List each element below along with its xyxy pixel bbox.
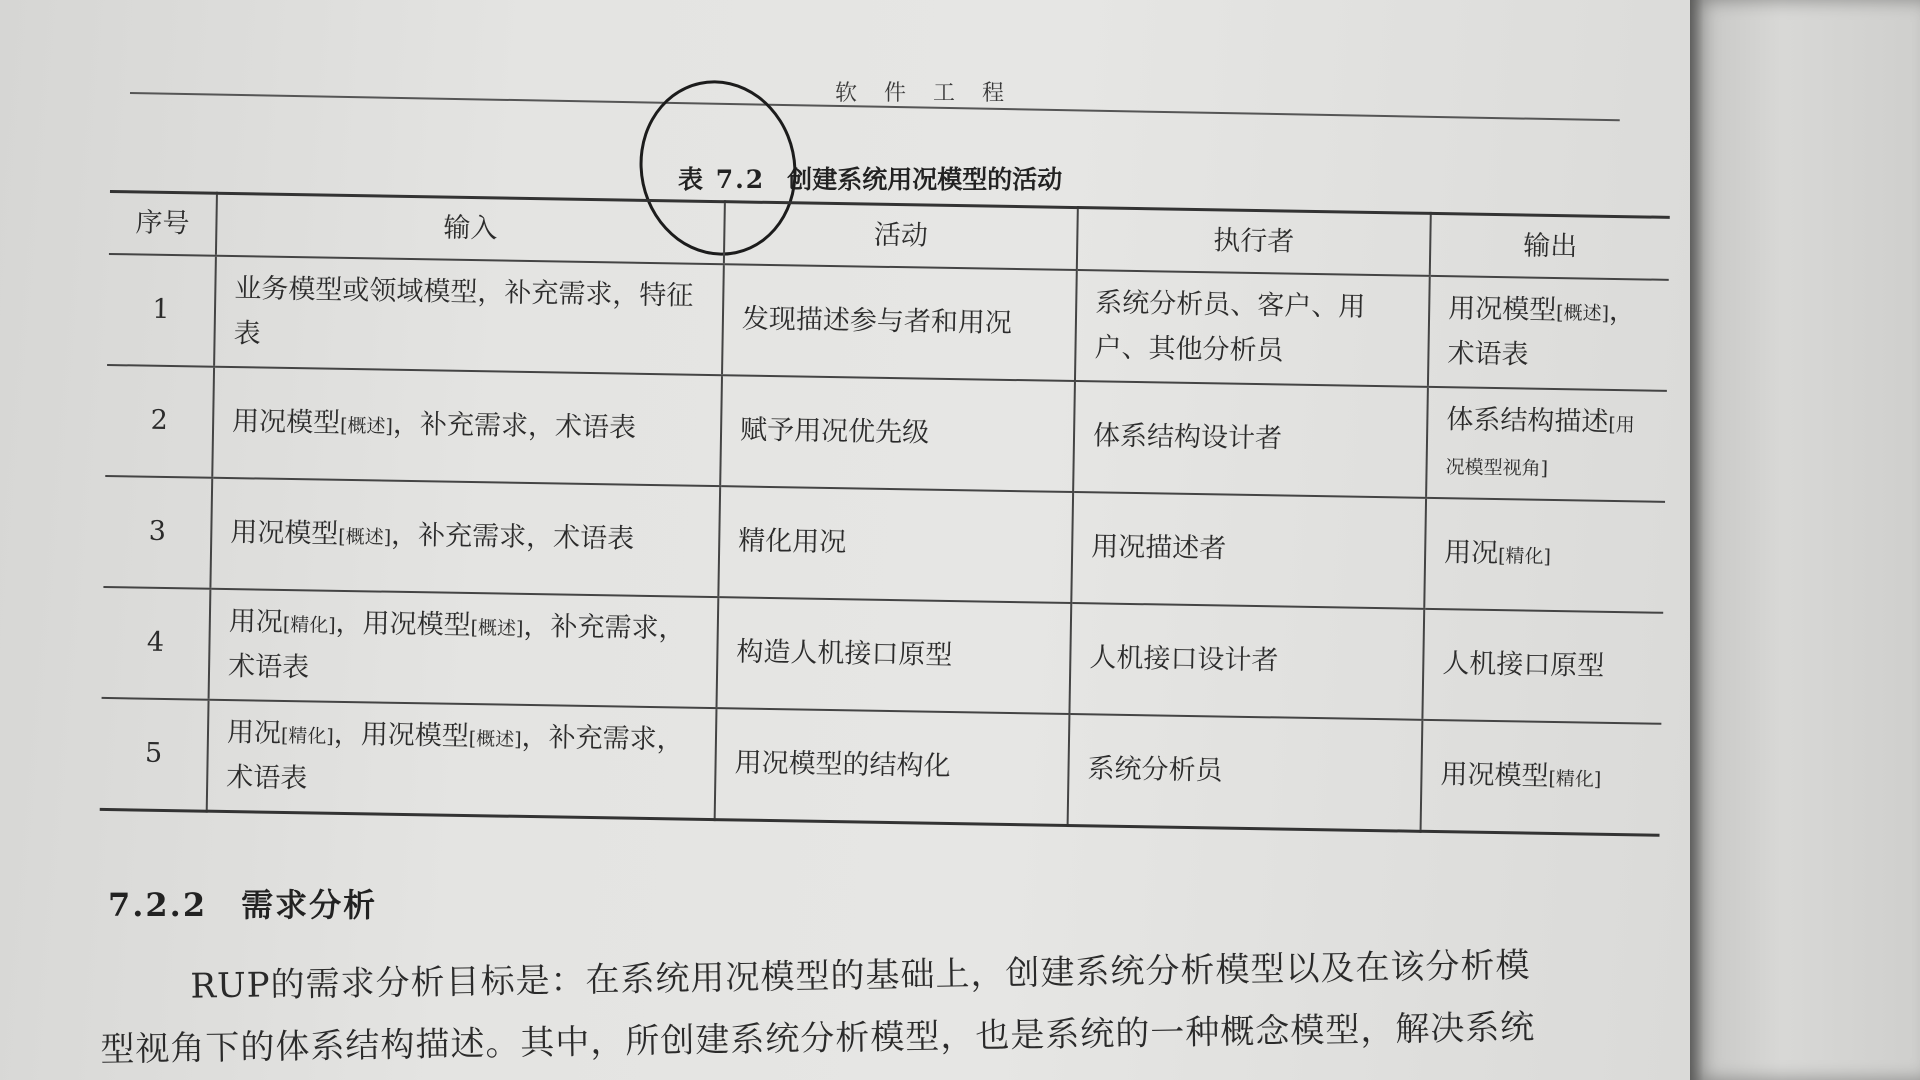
annotation-tag: [精化] bbox=[280, 724, 334, 748]
row-number-cell: 3 bbox=[103, 476, 212, 589]
output-cell bbox=[1424, 498, 1665, 613]
cell-text: 用况模型 bbox=[231, 406, 341, 440]
table-caption-text: 创建系统用况模型的活动 bbox=[787, 165, 1063, 194]
actor-cell: 系统分析员 bbox=[1068, 714, 1423, 831]
annotation-tag: [用况模型视角] bbox=[1445, 413, 1635, 480]
actor-cell: 人机接口设计者 bbox=[1069, 603, 1424, 720]
paragraph-line-2: 型视角下的体系结构描述。其中，所创建系统分析模型，也是系统的一种概念模型，解决系统 bbox=[100, 1007, 1536, 1070]
table-container bbox=[100, 190, 1690, 836]
activities-table bbox=[100, 190, 1670, 837]
header-cell-input: 输入 bbox=[216, 193, 725, 264]
cell-text: 用况 bbox=[228, 605, 284, 638]
table-label: 表 7.2 bbox=[678, 165, 766, 194]
cell-text: ，用况模型 bbox=[333, 718, 470, 752]
row-number-cell: 2 bbox=[105, 365, 214, 478]
output-cell bbox=[1426, 387, 1667, 502]
header-cell-no: 序号 bbox=[109, 191, 217, 255]
row-number-cell: 5 bbox=[100, 698, 209, 811]
output-cell bbox=[1421, 720, 1662, 835]
input-cell bbox=[207, 700, 717, 820]
actor-cell: 体系结构设计者 bbox=[1073, 381, 1428, 498]
cell-text: 业务模型或领域模型，补充需求，特征表 bbox=[233, 273, 694, 350]
cell-text: 用况模型 bbox=[230, 517, 339, 551]
cell-text: ，用况模型 bbox=[335, 607, 471, 641]
annotation-tag: [概述] bbox=[338, 526, 392, 549]
cell-text: ，补充需求，术语表 bbox=[390, 519, 635, 555]
cell-text: 用况模型 bbox=[1447, 293, 1557, 326]
annotation-tag: [精化] bbox=[1548, 768, 1602, 792]
adjacent-page-edge bbox=[1690, 0, 1920, 1080]
activity-cell: 赋予用况优先级 bbox=[720, 375, 1075, 492]
row-number-cell: 1 bbox=[107, 254, 216, 367]
activity-cell: 构造人机接口原型 bbox=[716, 597, 1071, 714]
actor-cell: 系统分析员、客户、用户、其他分析员 bbox=[1075, 270, 1430, 387]
annotation-tag: [概述] bbox=[339, 415, 394, 438]
input-cell bbox=[214, 256, 724, 375]
header-cell-activity: 活动 bbox=[724, 202, 1078, 270]
activity-cell: 发现描述参与者和用况 bbox=[722, 264, 1077, 381]
header-cell-output: 输出 bbox=[1430, 213, 1670, 279]
paragraph-line-1: RUP的需求分析目标是：在系统用况模型的基础上，创建系统分析模型以及在该分析模 bbox=[190, 945, 1531, 1007]
cell-text: ，补充需求，术语表 bbox=[392, 408, 637, 444]
annotation-tag: [精化] bbox=[1497, 545, 1552, 569]
section-number: 7.2.2 bbox=[108, 886, 208, 924]
running-header: 软 件 工 程 bbox=[835, 81, 1014, 106]
input-cell bbox=[210, 478, 720, 597]
cell-text: ，补充需求，术语表 bbox=[227, 610, 686, 683]
annotation-tag: [概述] bbox=[1555, 301, 1610, 325]
annotation-tag: [概述] bbox=[470, 616, 524, 640]
cell-text: ，术语表 bbox=[1447, 295, 1637, 371]
section-heading bbox=[108, 880, 377, 926]
activity-cell: 精化用况 bbox=[718, 486, 1073, 603]
annotation-tag: [概述] bbox=[468, 727, 522, 751]
output-cell bbox=[1422, 609, 1663, 724]
header-cell-actor: 执行者 bbox=[1077, 208, 1431, 276]
input-cell bbox=[209, 589, 719, 708]
activity-cell: 用况模型的结构化 bbox=[715, 708, 1070, 825]
table-body bbox=[100, 254, 1669, 835]
row-number-cell: 4 bbox=[102, 587, 211, 700]
section-title: 需求分析 bbox=[241, 886, 378, 924]
actor-cell: 用况描述者 bbox=[1071, 492, 1426, 609]
cell-text: 用况 bbox=[226, 716, 282, 749]
cell-text: 人机接口原型 bbox=[1442, 648, 1605, 683]
cell-text: 体系结构描述 bbox=[1446, 404, 1609, 438]
cell-text: 用况 bbox=[1443, 537, 1499, 570]
input-cell bbox=[212, 367, 722, 486]
cell-text: 用况模型 bbox=[1440, 759, 1549, 793]
cell-text: ，补充需求，术语表 bbox=[226, 721, 684, 794]
output-cell bbox=[1428, 276, 1669, 391]
annotation-tag: [精化] bbox=[282, 613, 336, 637]
